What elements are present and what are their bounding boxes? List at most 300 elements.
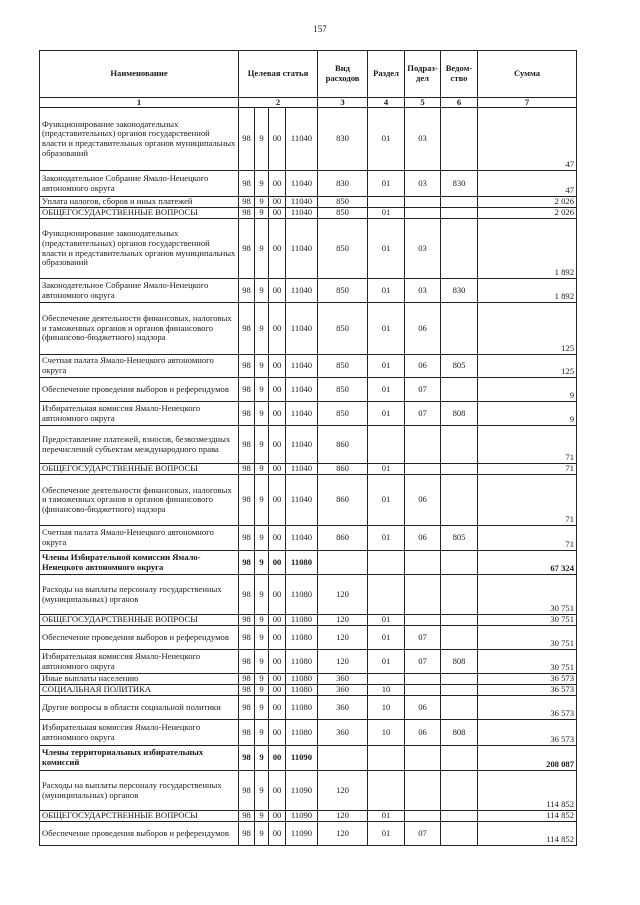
table-row — [40, 108, 577, 171]
row-name-cell: Обеспечение проведения выборов и референдумов — [40, 822, 239, 846]
expense-type-cell: 120 — [318, 771, 368, 811]
row-name-cell: Иные выплаты населению — [40, 674, 239, 685]
subsection-cell — [405, 674, 441, 685]
sum-cell: 9 — [478, 378, 577, 402]
target-article-part-1: 98 — [239, 464, 255, 475]
target-article-part-1: 98 — [239, 208, 255, 219]
subsection-cell — [405, 575, 441, 615]
department-cell — [441, 208, 478, 219]
target-article-part-3: 00 — [269, 685, 286, 696]
target-article-part-4: 11040 — [286, 475, 318, 526]
table-row — [40, 526, 577, 551]
subsection-cell — [405, 685, 441, 696]
expense-type-cell: 850 — [318, 279, 368, 303]
row-name-cell: Члены Избирательной комиссии Ямало-Ненецкого автономного округа — [40, 551, 239, 575]
expense-type-cell: 360 — [318, 685, 368, 696]
row-name-cell: ОБЩЕГОСУДАРСТВЕННЫЕ ВОПРОСЫ — [40, 811, 239, 822]
target-article-part-1: 98 — [239, 685, 255, 696]
sum-cell: 36 573 — [478, 674, 577, 685]
target-article-part-1: 98 — [239, 378, 255, 402]
department-cell: 808 — [441, 650, 478, 674]
section-cell — [368, 746, 405, 771]
department-cell — [441, 426, 478, 464]
department-cell — [441, 551, 478, 575]
subsection-cell: 07 — [405, 822, 441, 846]
target-article-part-1: 98 — [239, 475, 255, 526]
table-row — [40, 696, 577, 720]
expense-type-cell — [318, 746, 368, 771]
expense-type-cell: 120 — [318, 615, 368, 626]
target-article-part-3: 00 — [269, 108, 286, 171]
sum-cell: 208 087 — [478, 746, 577, 771]
header-sum: Сумма — [478, 51, 577, 98]
subsection-cell — [405, 551, 441, 575]
target-article-part-4: 11040 — [286, 303, 318, 355]
section-cell: 01 — [368, 526, 405, 551]
table-row — [40, 475, 577, 526]
sum-cell: 9 — [478, 402, 577, 426]
section-cell: 01 — [368, 475, 405, 526]
subsection-cell — [405, 771, 441, 811]
expense-type-cell: 850 — [318, 355, 368, 378]
subsection-cell: 06 — [405, 303, 441, 355]
target-article-part-2: 9 — [255, 303, 269, 355]
section-cell — [368, 674, 405, 685]
target-article-part-4: 11080 — [286, 685, 318, 696]
sum-cell: 36 573 — [478, 720, 577, 746]
sum-cell: 71 — [478, 464, 577, 475]
department-cell: 805 — [441, 355, 478, 378]
header-name: Наименование — [40, 51, 239, 98]
target-article-part-4: 11040 — [286, 208, 318, 219]
department-cell — [441, 811, 478, 822]
expense-type-cell: 850 — [318, 378, 368, 402]
target-article-part-2: 9 — [255, 746, 269, 771]
target-article-part-4: 11040 — [286, 197, 318, 208]
department-cell — [441, 219, 478, 279]
department-cell — [441, 575, 478, 615]
row-name-cell: ОБЩЕГОСУДАРСТВЕННЫЕ ВОПРОСЫ — [40, 208, 239, 219]
header-number: 3 — [318, 98, 368, 108]
row-name-cell: Обеспечение деятельности финансовых, налоговых и таможенных органов и органов финансового (финансово-бюджетного) надзора — [40, 475, 239, 526]
target-article-part-2: 9 — [255, 674, 269, 685]
section-cell: 01 — [368, 108, 405, 171]
row-name-cell: Счетная палата Ямало-Ненецкого автономного округа — [40, 526, 239, 551]
target-article-part-4: 11040 — [286, 171, 318, 197]
target-article-part-3: 00 — [269, 208, 286, 219]
target-article-part-2: 9 — [255, 650, 269, 674]
table-row — [40, 575, 577, 615]
section-cell: 01 — [368, 402, 405, 426]
section-cell: 01 — [368, 615, 405, 626]
subsection-cell: 07 — [405, 650, 441, 674]
table-header — [40, 51, 577, 108]
header-number: 1 — [40, 98, 239, 108]
target-article-part-1: 98 — [239, 426, 255, 464]
target-article-part-2: 9 — [255, 378, 269, 402]
department-cell: 808 — [441, 402, 478, 426]
table-row — [40, 685, 577, 696]
table-row — [40, 551, 577, 575]
target-article-part-4: 11080 — [286, 626, 318, 650]
target-article-part-1: 98 — [239, 575, 255, 615]
target-article-part-3: 00 — [269, 551, 286, 575]
expense-type-cell: 120 — [318, 650, 368, 674]
expense-type-cell: 830 — [318, 108, 368, 171]
table-row — [40, 615, 577, 626]
target-article-part-3: 00 — [269, 626, 286, 650]
target-article-part-2: 9 — [255, 822, 269, 846]
sum-cell: 30 751 — [478, 650, 577, 674]
department-cell: 830 — [441, 279, 478, 303]
subsection-cell — [405, 426, 441, 464]
target-article-part-3: 00 — [269, 402, 286, 426]
subsection-cell — [405, 615, 441, 626]
subsection-cell: 03 — [405, 279, 441, 303]
target-article-part-1: 98 — [239, 108, 255, 171]
target-article-part-2: 9 — [255, 551, 269, 575]
section-cell: 01 — [368, 650, 405, 674]
section-cell: 01 — [368, 464, 405, 475]
subsection-cell: 03 — [405, 108, 441, 171]
subsection-cell — [405, 746, 441, 771]
target-article-part-3: 00 — [269, 426, 286, 464]
table-row — [40, 303, 577, 355]
section-cell: 01 — [368, 208, 405, 219]
department-cell: 830 — [441, 171, 478, 197]
section-cell: 01 — [368, 811, 405, 822]
target-article-part-3: 00 — [269, 526, 286, 551]
table-row — [40, 771, 577, 811]
target-article-part-1: 98 — [239, 355, 255, 378]
subsection-cell: 07 — [405, 378, 441, 402]
expense-type-cell: 860 — [318, 475, 368, 526]
target-article-part-3: 00 — [269, 303, 286, 355]
row-name-cell: Избирательная комиссия Ямало-Ненецкого автономного округа — [40, 402, 239, 426]
section-cell: 01 — [368, 303, 405, 355]
section-cell: 01 — [368, 219, 405, 279]
target-article-part-4: 11090 — [286, 822, 318, 846]
department-cell — [441, 197, 478, 208]
row-name-cell: Расходы на выплаты персоналу государственных (муниципальных) органов — [40, 771, 239, 811]
table-row — [40, 402, 577, 426]
sum-cell: 30 751 — [478, 575, 577, 615]
target-article-part-2: 9 — [255, 685, 269, 696]
target-article-part-1: 98 — [239, 171, 255, 197]
target-article-part-3: 00 — [269, 811, 286, 822]
header-department: Ведом-ство — [441, 51, 478, 98]
target-article-part-3: 00 — [269, 475, 286, 526]
table-row — [40, 197, 577, 208]
target-article-part-2: 9 — [255, 171, 269, 197]
section-cell — [368, 575, 405, 615]
table-row — [40, 426, 577, 464]
expense-type-cell: 850 — [318, 197, 368, 208]
target-article-part-1: 98 — [239, 303, 255, 355]
target-article-part-2: 9 — [255, 402, 269, 426]
department-cell: 808 — [441, 720, 478, 746]
department-cell — [441, 685, 478, 696]
sum-cell: 30 751 — [478, 615, 577, 626]
table-row — [40, 219, 577, 279]
section-cell: 10 — [368, 685, 405, 696]
expense-type-cell: 120 — [318, 822, 368, 846]
header-expense-type: Вид расходов — [318, 51, 368, 98]
sum-cell: 114 852 — [478, 771, 577, 811]
expense-type-cell: 360 — [318, 720, 368, 746]
row-name-cell: Законодательное Собрание Ямало-Ненецкого автономного округа — [40, 279, 239, 303]
target-article-part-4: 11080 — [286, 674, 318, 685]
target-article-part-2: 9 — [255, 464, 269, 475]
table-row — [40, 279, 577, 303]
department-cell — [441, 303, 478, 355]
table-row — [40, 720, 577, 746]
expense-type-cell: 360 — [318, 696, 368, 720]
target-article-part-1: 98 — [239, 696, 255, 720]
header-section: Раздел — [368, 51, 405, 98]
subsection-cell — [405, 464, 441, 475]
table-row — [40, 811, 577, 822]
table-row — [40, 208, 577, 219]
header-number: 4 — [368, 98, 405, 108]
section-cell — [368, 426, 405, 464]
target-article-part-3: 00 — [269, 746, 286, 771]
section-cell: 01 — [368, 626, 405, 650]
department-cell — [441, 475, 478, 526]
page-number: 157 — [313, 24, 327, 34]
sum-cell: 125 — [478, 303, 577, 355]
table-row — [40, 746, 577, 771]
target-article-part-3: 00 — [269, 615, 286, 626]
target-article-part-2: 9 — [255, 575, 269, 615]
department-cell — [441, 464, 478, 475]
table-body — [40, 108, 577, 846]
sum-cell: 2 026 — [478, 208, 577, 219]
target-article-part-4: 11080 — [286, 720, 318, 746]
expense-type-cell — [318, 551, 368, 575]
row-name-cell: СОЦИАЛЬНАЯ ПОЛИТИКА — [40, 685, 239, 696]
department-cell — [441, 696, 478, 720]
subsection-cell: 06 — [405, 475, 441, 526]
table-row — [40, 378, 577, 402]
table-row — [40, 626, 577, 650]
section-cell — [368, 771, 405, 811]
row-name-cell: Другие вопросы в области социальной политики — [40, 696, 239, 720]
target-article-part-1: 98 — [239, 197, 255, 208]
target-article-part-2: 9 — [255, 108, 269, 171]
department-cell — [441, 771, 478, 811]
target-article-part-4: 11040 — [286, 402, 318, 426]
subsection-cell — [405, 208, 441, 219]
expense-type-cell: 860 — [318, 426, 368, 464]
row-name-cell: Функционирование законодательных (представительных) органов государственной власти и представительных органов муниципальных образований — [40, 108, 239, 171]
row-name-cell: Законодательное Собрание Ямало-Ненецкого автономного округа — [40, 171, 239, 197]
target-article-part-1: 98 — [239, 402, 255, 426]
row-name-cell: Обеспечение проведения выборов и референдумов — [40, 378, 239, 402]
sum-cell: 114 852 — [478, 822, 577, 846]
target-article-part-3: 00 — [269, 464, 286, 475]
target-article-part-3: 00 — [269, 378, 286, 402]
target-article-part-4: 11080 — [286, 575, 318, 615]
row-name-cell: Члены территориальных избирательных комиссий — [40, 746, 239, 771]
header-number: 6 — [441, 98, 478, 108]
section-cell: 10 — [368, 696, 405, 720]
target-article-part-4: 11090 — [286, 811, 318, 822]
department-cell — [441, 822, 478, 846]
table-row — [40, 650, 577, 674]
section-cell: 01 — [368, 171, 405, 197]
header-number: 5 — [405, 98, 441, 108]
section-cell: 01 — [368, 378, 405, 402]
expense-type-cell: 850 — [318, 208, 368, 219]
target-article-part-4: 11080 — [286, 615, 318, 626]
row-name-cell: Обеспечение деятельности финансовых, налоговых и таможенных органов и органов финансового (финансово-бюджетного) надзора — [40, 303, 239, 355]
subsection-cell — [405, 811, 441, 822]
target-article-part-4: 11040 — [286, 355, 318, 378]
header-number: 7 — [478, 98, 577, 108]
expense-type-cell: 850 — [318, 303, 368, 355]
target-article-part-2: 9 — [255, 720, 269, 746]
target-article-part-4: 11040 — [286, 526, 318, 551]
target-article-part-1: 98 — [239, 526, 255, 551]
target-article-part-4: 11040 — [286, 378, 318, 402]
target-article-part-1: 98 — [239, 551, 255, 575]
target-article-part-2: 9 — [255, 626, 269, 650]
target-article-part-4: 11040 — [286, 464, 318, 475]
expense-type-cell: 830 — [318, 171, 368, 197]
table-row — [40, 822, 577, 846]
section-cell — [368, 551, 405, 575]
header-number: 2 — [239, 98, 318, 108]
row-name-cell: ОБЩЕГОСУДАРСТВЕННЫЕ ВОПРОСЫ — [40, 615, 239, 626]
sum-cell: 125 — [478, 355, 577, 378]
subsection-cell: 03 — [405, 171, 441, 197]
target-article-part-4: 11080 — [286, 650, 318, 674]
target-article-part-2: 9 — [255, 526, 269, 551]
target-article-part-3: 00 — [269, 171, 286, 197]
sum-cell: 114 852 — [478, 811, 577, 822]
section-cell: 01 — [368, 355, 405, 378]
target-article-part-4: 11090 — [286, 771, 318, 811]
row-name-cell: Избирательная комиссия Ямало-Ненецкого автономного округа — [40, 720, 239, 746]
subsection-cell: 03 — [405, 219, 441, 279]
subsection-cell: 06 — [405, 355, 441, 378]
header-target-article: Целевая статья — [239, 51, 318, 98]
target-article-part-3: 00 — [269, 822, 286, 846]
expense-type-cell: 860 — [318, 526, 368, 551]
subsection-cell: 06 — [405, 526, 441, 551]
target-article-part-1: 98 — [239, 674, 255, 685]
section-cell: 01 — [368, 279, 405, 303]
table-row — [40, 464, 577, 475]
header-subsection: Подраз-дел — [405, 51, 441, 98]
expense-type-cell: 850 — [318, 402, 368, 426]
section-cell: 10 — [368, 720, 405, 746]
expense-type-cell: 120 — [318, 811, 368, 822]
target-article-part-1: 98 — [239, 219, 255, 279]
sum-cell: 1 892 — [478, 219, 577, 279]
target-article-part-3: 00 — [269, 219, 286, 279]
sum-cell: 36 573 — [478, 685, 577, 696]
target-article-part-3: 00 — [269, 650, 286, 674]
row-name-cell: Расходы на выплаты персоналу государственных (муниципальных) органов — [40, 575, 239, 615]
target-article-part-4: 11080 — [286, 551, 318, 575]
target-article-part-2: 9 — [255, 208, 269, 219]
sum-cell: 71 — [478, 426, 577, 464]
department-cell — [441, 674, 478, 685]
target-article-part-4: 11080 — [286, 696, 318, 720]
sum-cell: 71 — [478, 475, 577, 526]
target-article-part-4: 11040 — [286, 279, 318, 303]
row-name-cell: ОБЩЕГОСУДАРСТВЕННЫЕ ВОПРОСЫ — [40, 464, 239, 475]
target-article-part-1: 98 — [239, 615, 255, 626]
sum-cell: 47 — [478, 108, 577, 171]
target-article-part-3: 00 — [269, 674, 286, 685]
target-article-part-2: 9 — [255, 811, 269, 822]
target-article-part-2: 9 — [255, 279, 269, 303]
department-cell — [441, 108, 478, 171]
target-article-part-3: 00 — [269, 197, 286, 208]
sum-cell: 47 — [478, 171, 577, 197]
expense-type-cell: 860 — [318, 464, 368, 475]
row-name-cell: Предоставление платежей, взносов, безвозмездных перечислений субъектам международного права — [40, 426, 239, 464]
expense-type-cell: 120 — [318, 626, 368, 650]
target-article-part-1: 98 — [239, 626, 255, 650]
section-cell — [368, 197, 405, 208]
sum-cell: 2 026 — [478, 197, 577, 208]
target-article-part-1: 98 — [239, 279, 255, 303]
target-article-part-2: 9 — [255, 426, 269, 464]
row-name-cell: Обеспечение проведения выборов и референдумов — [40, 626, 239, 650]
expense-type-cell: 120 — [318, 575, 368, 615]
subsection-cell — [405, 197, 441, 208]
target-article-part-4: 11040 — [286, 426, 318, 464]
table-row — [40, 355, 577, 378]
subsection-cell: 06 — [405, 720, 441, 746]
target-article-part-3: 00 — [269, 696, 286, 720]
sum-cell: 36 573 — [478, 696, 577, 720]
target-article-part-2: 9 — [255, 771, 269, 811]
target-article-part-2: 9 — [255, 355, 269, 378]
department-cell — [441, 626, 478, 650]
department-cell — [441, 746, 478, 771]
target-article-part-1: 98 — [239, 811, 255, 822]
department-cell — [441, 378, 478, 402]
target-article-part-3: 00 — [269, 279, 286, 303]
target-article-part-1: 98 — [239, 746, 255, 771]
subsection-cell: 07 — [405, 626, 441, 650]
table-row — [40, 674, 577, 685]
subsection-cell: 06 — [405, 696, 441, 720]
department-cell: 805 — [441, 526, 478, 551]
sum-cell: 1 892 — [478, 279, 577, 303]
target-article-part-1: 98 — [239, 822, 255, 846]
expense-type-cell: 360 — [318, 674, 368, 685]
department-cell — [441, 615, 478, 626]
target-article-part-1: 98 — [239, 720, 255, 746]
budget-table — [39, 50, 577, 846]
row-name-cell: Уплата налогов, сборов и иных платежей — [40, 197, 239, 208]
sum-cell: 67 324 — [478, 551, 577, 575]
target-article-part-4: 11040 — [286, 219, 318, 279]
target-article-part-2: 9 — [255, 696, 269, 720]
expense-type-cell: 850 — [318, 219, 368, 279]
row-name-cell: Избирательная комиссия Ямало-Ненецкого автономного округа — [40, 650, 239, 674]
target-article-part-2: 9 — [255, 219, 269, 279]
target-article-part-4: 11090 — [286, 746, 318, 771]
target-article-part-3: 00 — [269, 355, 286, 378]
target-article-part-1: 98 — [239, 650, 255, 674]
